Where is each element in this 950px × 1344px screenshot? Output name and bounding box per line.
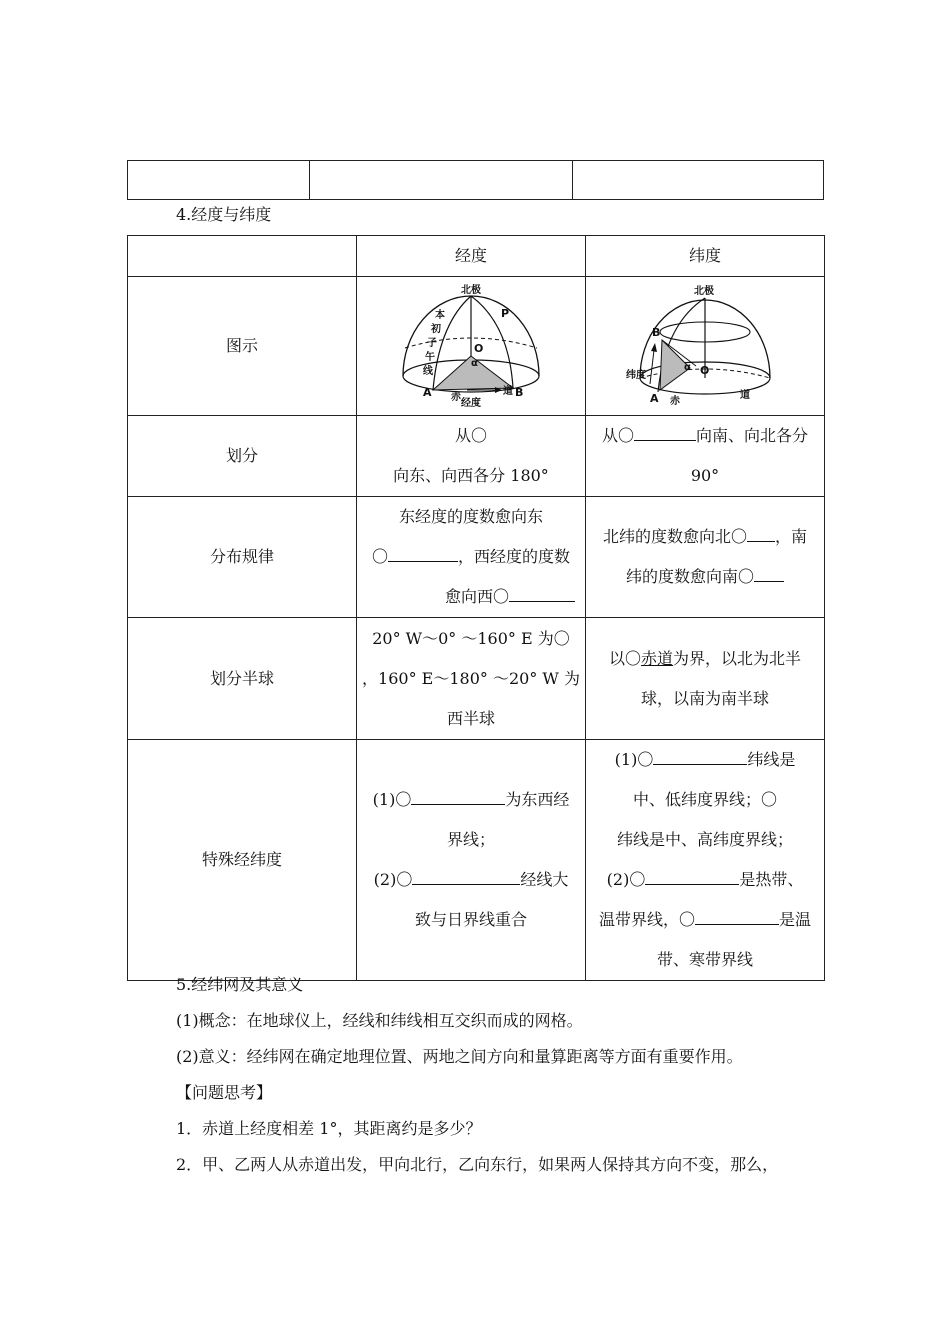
answer-blank <box>509 583 575 602</box>
text-span: 纬的度数愈向南〇 <box>625 567 754 586</box>
answer-blank <box>754 563 784 582</box>
special-lon-line1 <box>361 780 581 820</box>
text-span: 是热带、 <box>739 870 804 889</box>
hemi-lon-line2: ，160° E～180° ～20° W 为 <box>362 668 580 688</box>
hemi-lon-line3: 西半球 <box>446 708 495 728</box>
text-span: 是温 <box>779 910 812 929</box>
text-span: (1)〇 <box>614 750 654 769</box>
distribution-longitude-cell <box>357 497 586 618</box>
header-longitude: 经度 <box>357 236 586 277</box>
equator-char: 道 <box>740 390 750 401</box>
special-lat-line5 <box>590 900 820 940</box>
text-span: 北纬的度数愈向北〇 <box>602 527 747 546</box>
text-span: 向南、向北各分 <box>696 426 809 445</box>
text-span: (1)〇 <box>372 790 412 809</box>
alpha-label: α <box>471 358 478 369</box>
longitude-caption: 经度 <box>461 398 481 408</box>
prime-meridian-char: 线 <box>423 366 433 377</box>
division-lat-line1 <box>590 416 820 456</box>
row-label-hemisphere: 划分半球 <box>128 618 357 740</box>
header-latitude: 纬度 <box>586 236 825 277</box>
text-span: 以〇 <box>608 648 641 668</box>
question-1: 1．赤道上经度相差 1°，其距离约是多少？ <box>176 1119 482 1138</box>
special-lat-line1 <box>590 740 820 780</box>
longitude-diagram-cell <box>357 277 586 416</box>
special-lat-line3: 纬线是中、高纬度界线； <box>616 830 793 849</box>
north-pole-label: 北极 <box>461 285 481 296</box>
point-b-label: B <box>652 326 661 339</box>
special-lon-line2: 界线； <box>446 830 495 849</box>
division-lon-line2: 向东、向西各分 180° <box>393 466 549 485</box>
division-longitude-cell <box>357 416 586 497</box>
section-5-meaning: (2)意义：经纬网在确定地理位置、两地之间方向和量算距离等方面有重要作用。 <box>176 1047 743 1066</box>
special-lat-line6: 带、寒带界线 <box>656 950 753 969</box>
division-lon-line1: 从〇 <box>454 426 487 445</box>
alpha-label: α <box>684 362 691 373</box>
division-lat-line2: 90° <box>690 466 720 485</box>
point-a-label: A <box>423 386 432 399</box>
top-table-fragment <box>127 160 824 200</box>
longitude-diagram <box>381 284 561 408</box>
special-lat-line2: 中、低纬度界线；〇 <box>632 790 777 809</box>
answer-blank <box>388 543 458 562</box>
hemi-lat-line2: 球，以南为南半球 <box>640 688 769 708</box>
longitude-latitude-table <box>127 235 825 981</box>
equator-char: 赤 <box>670 396 680 407</box>
latitude-caption: 纬度 <box>626 370 646 381</box>
prime-meridian-char: 初 <box>431 324 441 335</box>
prime-meridian-char: 午 <box>425 352 435 363</box>
answer-blank <box>634 422 696 441</box>
point-o-label: O <box>474 342 484 355</box>
point-o-label: O <box>700 364 710 377</box>
point-p-label: P <box>501 307 510 320</box>
answer-equator: 赤道 <box>640 648 673 668</box>
latitude-diagram <box>620 284 790 408</box>
text-span: 温带界线，〇 <box>598 910 695 929</box>
row-label-diagram: 图示 <box>128 277 357 416</box>
dist-lon-line1: 东经度的度数愈向东 <box>398 507 543 526</box>
latitude-arrow <box>650 350 654 384</box>
row-label-division: 划分 <box>128 416 357 497</box>
text-span: 从〇 <box>601 426 634 445</box>
answer-blank <box>412 866 520 885</box>
point-b-label: B <box>515 386 524 399</box>
text-span: 纬线是 <box>747 750 796 769</box>
division-latitude-cell <box>586 416 825 497</box>
answer-blank <box>695 906 779 925</box>
top-table-cell <box>573 161 824 200</box>
special-longitude-cell <box>357 740 586 981</box>
text-span: ，西经度的度数 <box>458 547 571 566</box>
row-label-special: 特殊经纬度 <box>128 740 357 981</box>
top-table-cell <box>310 161 573 200</box>
answer-blank <box>747 523 775 542</box>
hemi-lat-line1 <box>590 639 820 679</box>
text-span: 〇 <box>371 547 388 566</box>
distribution-latitude-cell <box>586 497 825 618</box>
arrow-head <box>651 343 657 352</box>
answer-blank <box>645 866 739 885</box>
prime-meridian-char: 子 <box>427 338 437 349</box>
section-5-title: 5.经纬网及其意义 <box>176 975 304 994</box>
text-span: 为界，以北为北半 <box>673 648 802 668</box>
dist-lon-line2 <box>361 537 581 577</box>
section-5-concept: (1)概念：在地球仪上，经线和纬线相互交织而成的网格。 <box>176 1011 583 1030</box>
answer-blank <box>411 786 505 805</box>
point-a-label: A <box>650 392 659 405</box>
answer-blank <box>653 746 747 765</box>
special-latitude-cell <box>586 740 825 981</box>
header-empty-cell <box>128 236 357 277</box>
text-span: 为东西经 <box>505 790 570 809</box>
dist-lat-line2 <box>590 557 820 597</box>
question-2: 2．甲、乙两人从赤道出发，甲向北行，乙向东行，如果两人保持其方向不变，那么， <box>176 1155 779 1174</box>
top-table-cell <box>128 161 310 200</box>
text-span: (2)〇 <box>606 870 646 889</box>
dist-lat-line1 <box>590 517 820 557</box>
hemisphere-latitude-cell <box>586 618 825 740</box>
text-span: ，南 <box>775 527 808 546</box>
prime-meridian-char: 本 <box>435 310 445 321</box>
special-lon-line3 <box>361 860 581 900</box>
equator-char: 赤 <box>451 392 461 403</box>
question-heading: 【问题思考】 <box>176 1083 273 1102</box>
text-span: 经线大 <box>520 870 569 889</box>
hemisphere-longitude-cell <box>357 618 586 740</box>
equator-char: 道 <box>503 386 513 397</box>
dist-lon-line3 <box>361 577 581 617</box>
row-label-distribution: 分布规律 <box>128 497 357 618</box>
special-lat-line4 <box>590 860 820 900</box>
hemi-lon-line1: 20° W～0° ～160° E 为〇 <box>372 628 570 648</box>
text-span: 愈向西〇 <box>444 587 509 606</box>
special-lon-line4: 致与日界线重合 <box>414 910 527 929</box>
north-pole-label: 北极 <box>694 286 714 297</box>
text-span: (2)〇 <box>373 870 413 889</box>
section-4-title: 4.经度与纬度 <box>176 205 272 224</box>
latitude-diagram-cell <box>586 277 825 416</box>
